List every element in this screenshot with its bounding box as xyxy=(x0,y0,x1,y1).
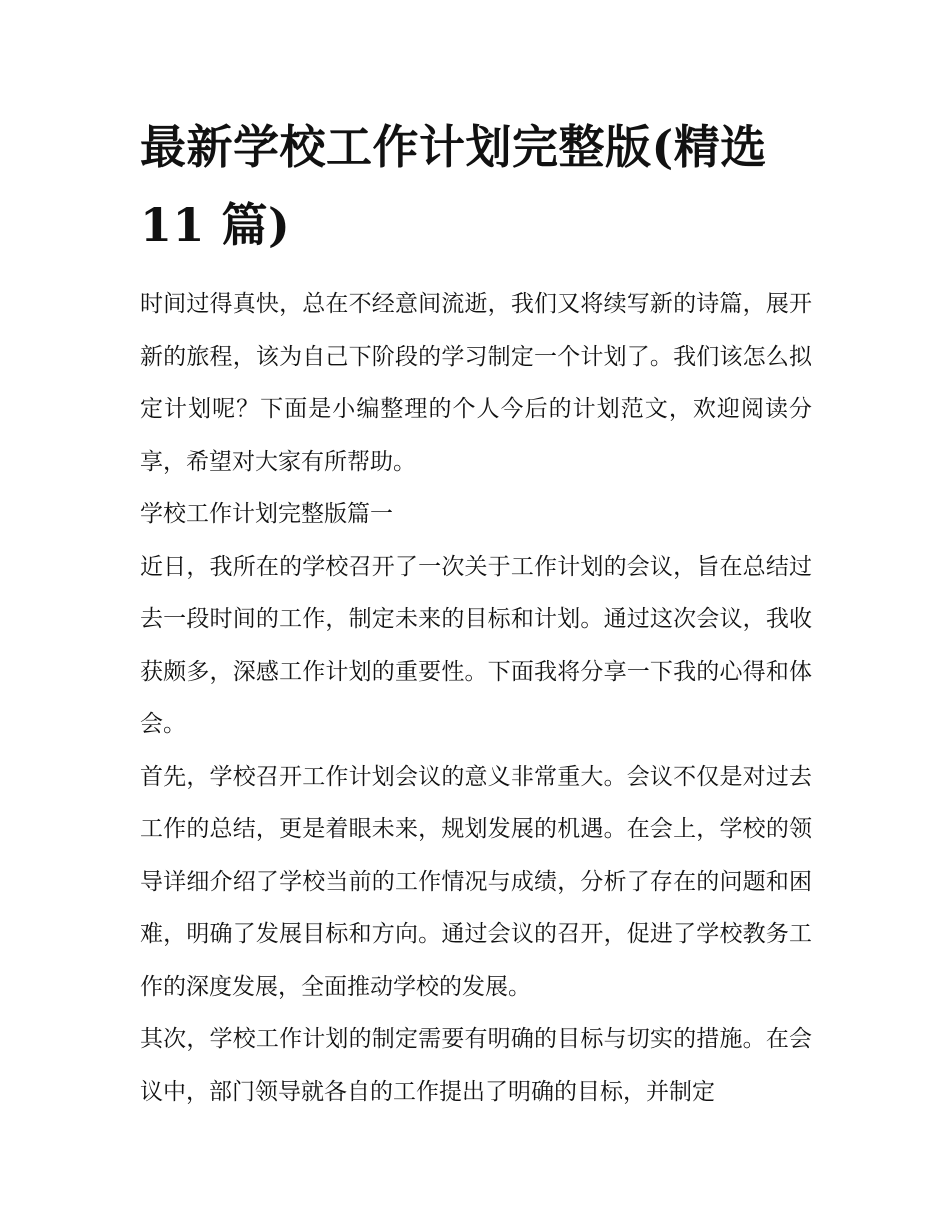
document-title: 最新学校工作计划完整版(精选 11 篇) xyxy=(140,120,767,252)
body-paragraph-3: 其次，学校工作计划的制定需要有明确的目标与切实的措施。在会议中，部门领导就各自的工作提出了明确的目标，并制定 xyxy=(140,1026,812,1105)
intro-paragraph: 时间过得真快，总在不经意间流逝，我们又将续写新的诗篇，展开新的旅程，该为自己下阶段的学习制定一个计划了。我们该怎么拟定计划呢？下面是小编整理的个人今后的计划范文，欢迎阅读分享，希望对大家有所帮助。 xyxy=(140,291,812,475)
document-page xyxy=(140,108,812,1118)
body-paragraph-1: 近日，我所在的学校召开了一次关于工作计划的会议，旨在总结过去一段时间的工作，制定未来的目标和计划。通过这次会议，我收获颇多，深感工作计划的重要性。下面我将分享一下我的心得和体会。 xyxy=(140,553,812,737)
body-paragraph-2: 首先，学校召开工作计划会议的意义非常重大。会议不仅是对过去工作的总结，更是着眼未来，规划发展的机遇。在会上，学校的领导详细介绍了学校当前的工作情况与成绩，分析了存在的问题和困难，明确了发展目标和方向。通过会议的召开，促进了学校教务工作的深度发展，全面推动学校的发展。 xyxy=(140,763,812,1000)
section-heading: 学校工作计划完整版篇一 xyxy=(140,501,393,527)
